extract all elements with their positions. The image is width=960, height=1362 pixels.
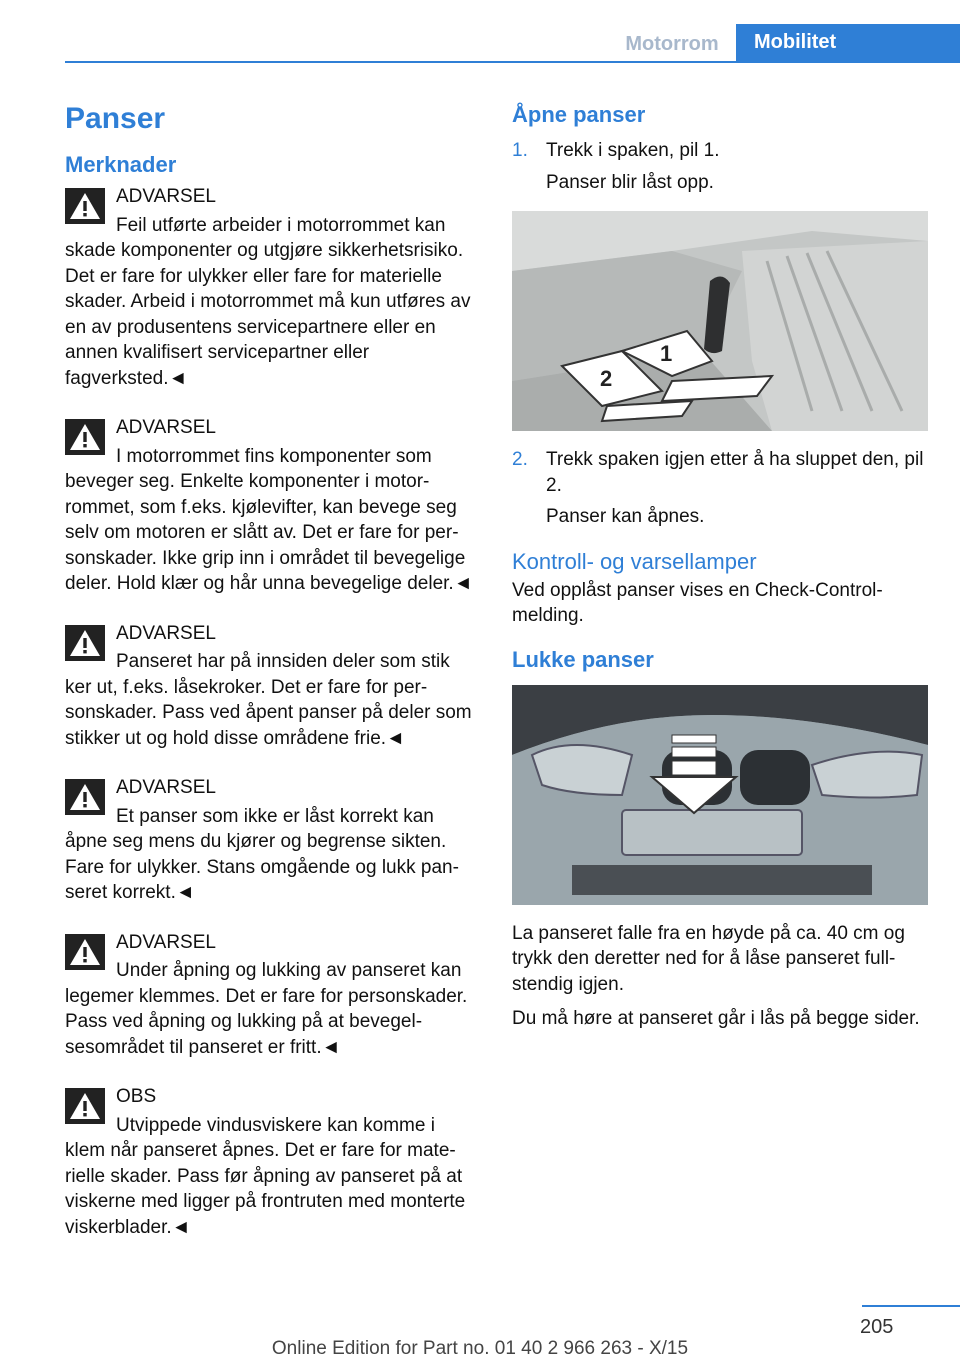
warning-triangle-icon [65,419,105,455]
step-note: Panser kan åpnes. [546,506,705,527]
tab-motorrom[interactable]: Motorrom [625,33,719,55]
page-title: Panser [65,102,166,135]
step-1 [512,138,928,195]
step-2 [512,447,928,530]
warning-triangle-icon [65,779,105,815]
right-column [512,100,928,1041]
warning-text-first: Under åpning og lukking av panseret kan [116,960,462,981]
svg-text:2: 2 [600,366,613,391]
warning-block [65,775,478,906]
step-number: 2. [512,449,528,470]
warning-text [65,804,478,906]
warning-text [65,444,478,597]
warning-label: ADVARSEL [116,777,216,798]
footer-rule [862,1305,960,1307]
tab-mobilitet[interactable]: Mobilitet [736,24,960,61]
warning-text-first: I motorrommet fins komponenter som [116,445,432,467]
warning-text [65,213,478,392]
hood-close-image [512,685,928,905]
warning-text-rest: beveger seg. Enkelte komponenter i motorrommet, som f.eks. kjølevifter, kan bevege seg selv om motoren er slått av. Det er fare for personskader. Ikke grip inn i området til bevegelige deler. Hold klær og hår unna bevegelige deler.◄ [65,471,473,594]
step-note: Panser blir låst opp. [546,171,714,193]
warning-text-first: Et panser som ikke er låst korrekt kan [116,805,434,827]
warning-text [65,958,478,1060]
warning-label: OBS [116,1086,157,1107]
warning-text-rest: klem når panseret åpnes. Det er fare for materielle skader. Pass før åpning av panseret på at viskerne med ligger på frontruten med monterte viskerblader.◄ [65,1140,466,1238]
header-rule [65,61,960,63]
warning-text-rest: skade komponenter og utgjøre sikkerhetsrisiko. Det er fare for ulykker eller fare for materielle skader. Arbeid i motorrommet må kun utføres av en av produsentens servicepartnere eller en annen kvalifisert servicepartner eller fagverksted.◄ [65,240,471,389]
close-text-2: Du må høre at panseret går i lås på begge sider. [512,1008,920,1029]
page-number: 205 [860,1316,894,1338]
warning-text-rest: åpne seg mens du kjører og begrense sikten. Fare for ulykker. Stans omgående og lukk panseret korrekt.◄ [65,831,459,903]
warning-block [65,184,478,391]
step-text: Trekk spaken igjen etter å ha sluppet den, pil 2. [546,449,924,496]
step-text: Trekk i spaken, pil 1. [546,140,720,161]
section-title-close: Lukke panser [512,646,654,672]
warning-label: ADVARSEL [116,417,216,438]
warning-text-first: Utvippede vindusviskere kan komme i [116,1114,435,1136]
warning-triangle-icon [65,625,105,661]
close-text-1: La panseret falle fra en høyde på ca. 40 cm og trykk den deretter ned for å låse panseret fullstendig igjen. [512,922,905,995]
warning-triangle-icon [65,934,105,970]
warning-block [65,1084,478,1240]
warning-triangle-icon [65,188,105,224]
warning-label: ADVARSEL [116,622,216,644]
warning-block [65,930,478,1061]
warning-text-rest: ker ut, f.eks. låsekroker. Det er fare for personskader. Pass ved åpent panser på deler som stikker ut og hold disse områdene frie.◄ [65,676,472,749]
section-title-lamps: Kontroll- og varsellamper [512,548,757,574]
lamps-text: Ved opplåst panser vises en Check-Control-melding. [512,579,883,626]
warning-text-rest: legemer klemmes. Det er fare for personskader. Pass ved åpning og lukking på at bevegelsesområdet til panseret er fritt.◄ [65,985,468,1058]
hood-lever-image [512,211,928,431]
warning-block [65,621,478,752]
warning-label: ADVARSEL [116,931,216,953]
warning-text [65,1113,478,1241]
footer-edition: Online Edition for Part no. 01 40 2 966 263 - X/15 [271,1338,689,1359]
section-title-merknader: Merknader [65,152,177,177]
warning-block [65,415,478,597]
svg-text:1: 1 [660,341,673,366]
left-column [65,100,478,1264]
warning-text-first: Panseret har på innsiden deler som stik [116,651,450,672]
warning-label: ADVARSEL [116,186,216,207]
warning-text [65,649,478,751]
step-number: 1. [512,140,528,161]
section-title-open: Åpne panser [512,102,646,127]
warning-text-first: Feil utførte arbeider i motorrommet kan [116,214,446,236]
warnings-list [65,184,478,1240]
warning-triangle-icon [65,1088,105,1124]
